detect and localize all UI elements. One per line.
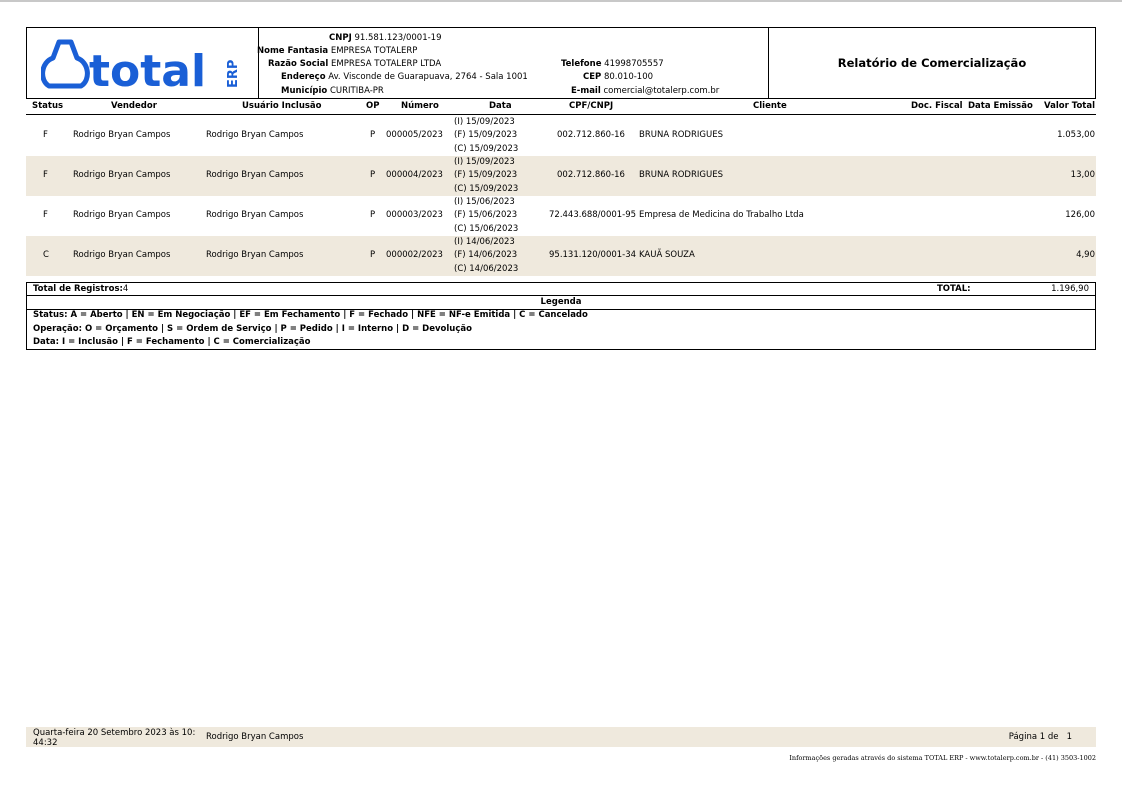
totals-bar [26, 282, 1096, 296]
email-value: comercial@totalerp.com.br [603, 86, 720, 96]
row-cliente: BRUNA RODRIGUES [639, 130, 723, 140]
row-cpf: 72.443.688/0001-95 [549, 210, 637, 220]
row-valor: 126,00 [1065, 210, 1095, 220]
legend-title: Legenda [27, 296, 1095, 310]
col-data: Data [489, 101, 512, 111]
fantasia-label: Nome Fantasia [257, 46, 329, 56]
row-dates [454, 196, 518, 236]
razao-value: EMPRESA TOTALERP LTDA [331, 59, 442, 69]
row-cpf: 002.712.860-16 [557, 170, 625, 180]
row-vendedor: Rodrigo Bryan Campos [73, 130, 171, 140]
table-row [26, 236, 1096, 276]
row-valor: 1.053,00 [1057, 130, 1095, 140]
row-cpf: 95.131.120/0001-34 [549, 250, 637, 260]
row-valor: 4,90 [1076, 250, 1095, 260]
col-status: Status [32, 101, 64, 111]
table-body [26, 116, 1096, 276]
cnpj-label: CNPJ [329, 33, 352, 43]
row-usuario: Rodrigo Bryan Campos [206, 250, 304, 260]
row-numero: 000005/2023 [386, 130, 443, 140]
row-status: C [43, 250, 49, 260]
row-status: F [43, 170, 48, 180]
row-op: P [370, 210, 376, 220]
telefone-value: 41998705557 [604, 59, 664, 69]
row-cliente: Empresa de Medicina do Trabalho Ltda [639, 210, 804, 220]
footer-page: Página 1 de 1 [1008, 732, 1072, 742]
total-registros-label: Total de Registros: [33, 284, 123, 294]
logo-cell [27, 28, 259, 98]
logo-badge: ERP [226, 59, 241, 88]
col-op: OP [366, 101, 380, 111]
col-doc-fiscal: Doc. Fiscal [911, 101, 963, 111]
footer-datetime-line2: 44:32 [33, 738, 58, 748]
row-valor: 13,00 [1070, 170, 1095, 180]
report-header [26, 27, 1096, 99]
row-cliente: BRUNA RODRIGUES [639, 170, 723, 180]
row-usuario: Rodrigo Bryan Campos [206, 170, 304, 180]
date-fechamento: (F) 15/09/2023 [454, 130, 518, 141]
col-valor-total: Valor Total [1044, 101, 1095, 111]
row-cliente: KAUÃ SOUZA [639, 250, 695, 260]
cnpj-value: 91.581.123/0001-19 [354, 33, 442, 43]
col-cliente: Cliente [753, 101, 787, 111]
page-footer [26, 727, 1096, 747]
top-border [0, 0, 1122, 2]
col-usuario: Usuário Inclusão [242, 101, 322, 111]
date-fechamento: (F) 15/09/2023 [454, 170, 518, 181]
company-info [259, 28, 769, 98]
date-inclusao: (I) 15/09/2023 [454, 117, 515, 127]
source-note: Informações geradas através do sistema TOTAL ERP - www.totalerp.com.br - (41) 3503-1002 [789, 754, 1096, 762]
row-numero: 000002/2023 [386, 250, 443, 260]
col-data-emissao: Data Emissão [968, 101, 1033, 111]
row-numero: 000003/2023 [386, 210, 443, 220]
row-op: P [370, 130, 376, 140]
date-fechamento: (F) 14/06/2023 [454, 250, 518, 261]
table-row [26, 196, 1096, 236]
totalerp-logo [41, 36, 246, 96]
date-comercializacao: (C) 15/06/2023 [454, 223, 519, 234]
row-vendedor: Rodrigo Bryan Campos [73, 170, 171, 180]
endereco-value: Av. Visconde de Guarapuava, 2764 - Sala 1001 [328, 72, 528, 82]
row-usuario: Rodrigo Bryan Campos [206, 130, 304, 140]
col-cpf: CPF/CNPJ [569, 101, 614, 111]
row-op: P [370, 170, 376, 180]
email-label: E-mail [571, 86, 601, 96]
legend-operacao: Operação: O = Orçamento | S = Ordem de Serviço | P = Pedido | I = Interno | D = Devolução [33, 324, 472, 334]
endereco-label: Endereço [281, 72, 326, 82]
cep-value: 80.010-100 [603, 72, 654, 82]
row-op: P [370, 250, 376, 260]
table-row [26, 116, 1096, 156]
table-header [26, 101, 1096, 115]
total-label: TOTAL: [937, 284, 971, 294]
total-registros-value: 4 [122, 284, 129, 294]
row-dates [454, 156, 518, 196]
municipio-value: CURITIBA-PR [329, 86, 384, 96]
col-vendedor: Vendedor [111, 101, 157, 111]
legend-data: Data: I = Inclusão | F = Fechamento | C = Comercialização [33, 337, 311, 347]
report-title: Relatório de Comercialização [837, 56, 1027, 70]
title-cell [769, 28, 1095, 98]
row-vendedor: Rodrigo Bryan Campos [73, 210, 171, 220]
row-usuario: Rodrigo Bryan Campos [206, 210, 304, 220]
legend-box [26, 295, 1096, 350]
date-comercializacao: (C) 14/06/2023 [454, 263, 519, 274]
telefone-label: Telefone [561, 59, 602, 69]
footer-user: Rodrigo Bryan Campos [206, 732, 304, 742]
row-dates [454, 116, 518, 156]
col-numero: Número [401, 101, 439, 111]
row-vendedor: Rodrigo Bryan Campos [73, 250, 171, 260]
date-inclusao: (I) 14/06/2023 [454, 237, 515, 247]
date-inclusao: (I) 15/06/2023 [454, 197, 515, 207]
razao-label: Razão Social [268, 59, 329, 69]
date-inclusao: (I) 15/09/2023 [454, 157, 515, 167]
date-comercializacao: (C) 15/09/2023 [454, 143, 519, 154]
row-numero: 000004/2023 [386, 170, 443, 180]
footer-datetime-line1: Quarta-feira 20 Setembro 2023 às 10: [33, 728, 196, 738]
row-cpf: 002.712.860-16 [557, 130, 625, 140]
footer-datetime [33, 728, 195, 748]
municipio-label: Município [281, 86, 328, 96]
legend-status: Status: A = Aberto | EN = Em Negociação | EF = Em Fechamento | F = Fechado | NFE = NF-e Emitida | C = Cancelado [33, 310, 588, 320]
row-status: F [43, 210, 48, 220]
row-dates [454, 236, 518, 276]
fantasia-value: EMPRESA TOTALERP [330, 46, 418, 56]
date-comercializacao: (C) 15/09/2023 [454, 183, 519, 194]
cep-label: CEP [583, 72, 602, 82]
table-row [26, 156, 1096, 196]
total-value: 1.196,90 [1051, 284, 1089, 294]
date-fechamento: (F) 15/06/2023 [454, 210, 518, 221]
logo-word: total [89, 46, 207, 92]
row-status: F [43, 130, 48, 140]
